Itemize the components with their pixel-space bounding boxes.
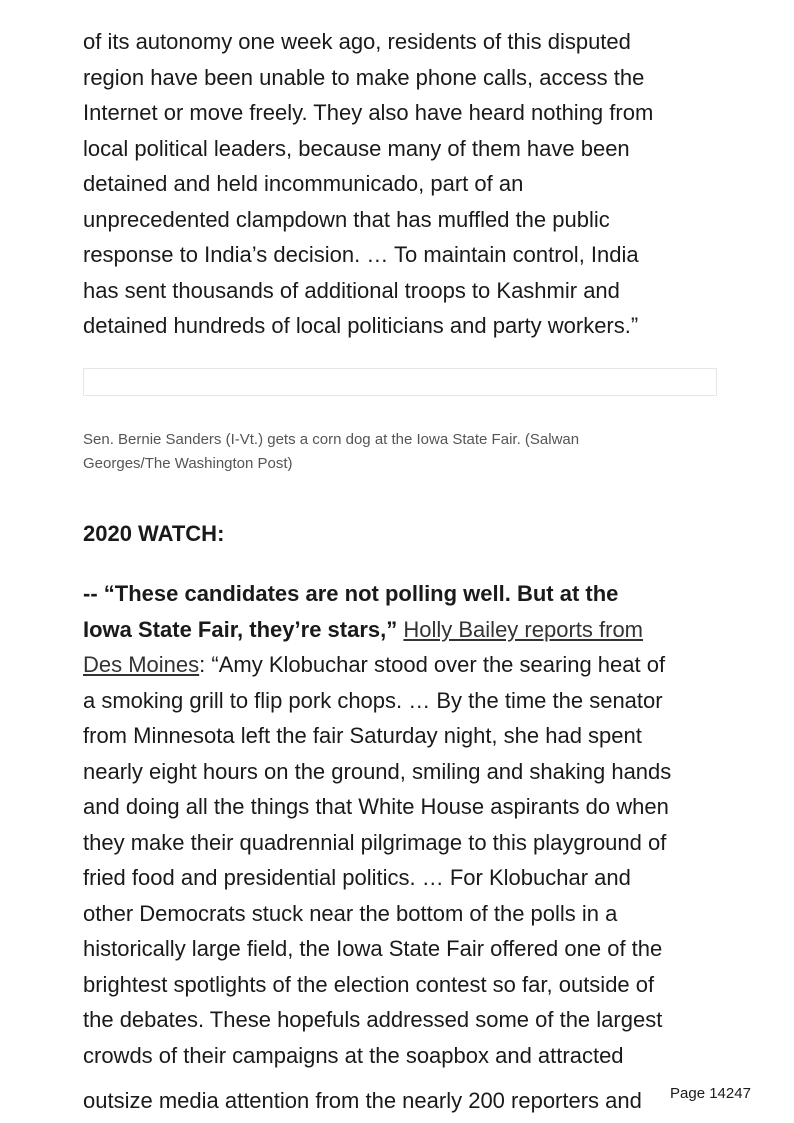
paragraph-line: local political leaders, because many of them have been	[83, 135, 630, 161]
paragraph-line: has sent thousands of additional troops to Kashmir and	[83, 277, 620, 303]
paragraph-line: and doing all the things that White House aspirants do when	[83, 794, 669, 819]
paragraph-line: Internet or move freely. They also have heard nothing from	[83, 100, 654, 125]
paragraph-line: region have been unable to make phone calls, access the	[83, 64, 645, 90]
lead-headline-line-with-link	[83, 612, 743, 648]
paragraph-line: unprecedented clampdown that has muffled the public	[83, 206, 610, 232]
paragraph-line: brightest spotlights of the election contest so far, outside of	[83, 971, 655, 997]
paragraph-line: historically large field, the Iowa State Fair offered one of the	[83, 936, 663, 961]
paragraph-text: : “Amy Klobuchar stood over the searing heat of	[199, 652, 666, 677]
paragraph-line: of its autonomy one week ago, residents of this disputed	[83, 29, 631, 54]
paragraph-line: detained hundreds of local politicians and party workers.”	[83, 313, 639, 338]
reporter-link-continued[interactable]: Des Moines	[83, 652, 200, 677]
paragraph-line: response to India’s decision. … To maintain control, India	[83, 242, 639, 267]
photo-placeholder	[83, 368, 717, 396]
paragraph-line: crowds of their campaigns at the soapbox and attracted	[83, 1042, 624, 1068]
paragraph-line: they make their quadrennial pilgrimage to this playground of	[83, 829, 667, 855]
cut-off-text: outsize media attention from the nearly 200 reporters and	[83, 1088, 642, 1113]
paragraph-line: other Democrats stuck near the bottom of the polls in a	[83, 900, 618, 926]
reporter-link[interactable]: Holly Bailey reports from	[403, 616, 644, 642]
paragraph-line: detained and held incommunicado, part of an	[83, 171, 524, 196]
paragraph-line: the debates. These hopefuls addressed some of the largest	[83, 1007, 663, 1032]
lead-headline-line: -- “These candidates are not polling well. But at the	[83, 581, 619, 606]
lead-headline-end: Iowa State Fair, they’re stars,”	[83, 616, 398, 642]
paragraph-line: nearly eight hours on the ground, smiling and shaking hands	[83, 758, 672, 784]
paragraph-line: a smoking grill to flip pork chops. … By the time the senator	[83, 687, 663, 713]
section-heading: 2020 WATCH:	[83, 521, 225, 546]
paragraph-line: from Minnesota left the fair Saturday night, she had spent	[83, 723, 642, 748]
page-number: Page 14247	[670, 1085, 751, 1102]
link-continuation-line	[83, 647, 743, 683]
top-paragraph	[83, 24, 723, 344]
caption-line: Sen. Bernie Sanders (I-Vt.) gets a corn dog at the Iowa State Fair. (Salwan	[83, 431, 580, 448]
paragraph-line: fried food and presidential politics. … For Klobuchar and	[83, 865, 631, 890]
caption-line: Georges/The Washington Post)	[83, 455, 293, 472]
photo-caption	[83, 428, 683, 476]
